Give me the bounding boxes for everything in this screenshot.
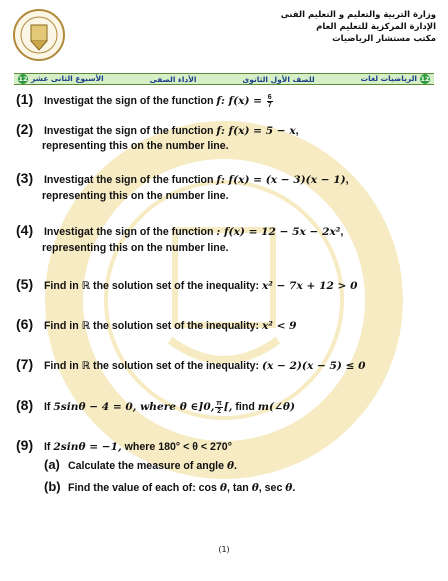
question-3: (3) Investigat the sign of the function f: f(x) = (x − 3)(x − 1),: [16, 170, 349, 186]
question-8: (8) If 5sinθ − 4 = 0, where θ ∈]0, $\frac{\pi}{2}$ [, find m(∠θ): [16, 397, 295, 415]
page-number: (1): [218, 545, 230, 554]
badge-icon: 12: [420, 75, 430, 83]
ministry-line: مكتب مستشار الرياضيات: [332, 34, 436, 44]
band-type: الأداء الصفى: [149, 74, 197, 84]
question-3-continuation: representing this on the number line.: [42, 190, 229, 202]
subpart-b: (b) Find the value of each of: cos θ, tan θ, sec θ.: [44, 479, 296, 494]
question-6: (6) Find in ℝ the solution set of the inequality: x² < 9: [16, 316, 297, 332]
ministry-line: الإدارة المركزية للتعليم العام: [316, 22, 436, 32]
fraction: $\frac{6}{7}$: [267, 93, 272, 109]
question-5: (5) Find in ℝ the solution set of the inequality: x² − 7x + 12 > 0: [16, 276, 358, 292]
subject-band: [14, 73, 434, 85]
question-7: (7) Find in ℝ the solution set of the inequality: (x − 2)(x − 5) ≤ 0: [16, 356, 366, 372]
badge-icon: 12: [18, 75, 28, 83]
question-4: (4) Investigat the sign of the function : f(x) = 12 − 5x − 2x²,: [16, 222, 344, 238]
band-grade: للصف الأول الثانوى: [242, 74, 315, 84]
band-subject: 12الرياضيات لغات: [360, 74, 430, 83]
band-week: الأسبوع الثانى عشر12: [18, 74, 104, 83]
ministry-logo: [12, 6, 66, 64]
question-4-continuation: representing this on the number line.: [42, 242, 229, 254]
question-2-continuation: representing this on the number line.: [42, 140, 229, 152]
ministry-heading: [281, 9, 436, 45]
question-1: (1) Investigat the sign of the function f: f(x) = $\frac{6}{7}$: [16, 91, 272, 109]
subpart-a: (a) Calculate the measure of angle θ.: [44, 457, 237, 472]
question-2: (2) Investigat the sign of the function f: f(x) = 5 − x,: [16, 121, 299, 137]
question-9: (9) If 2sinθ = −1, where 180° < θ < 270°: [16, 437, 232, 453]
fraction: $\frac{\pi}{2}$: [216, 399, 222, 415]
ministry-line: وزارة التربية والتعليم و التعليم الفنى: [280, 10, 436, 20]
